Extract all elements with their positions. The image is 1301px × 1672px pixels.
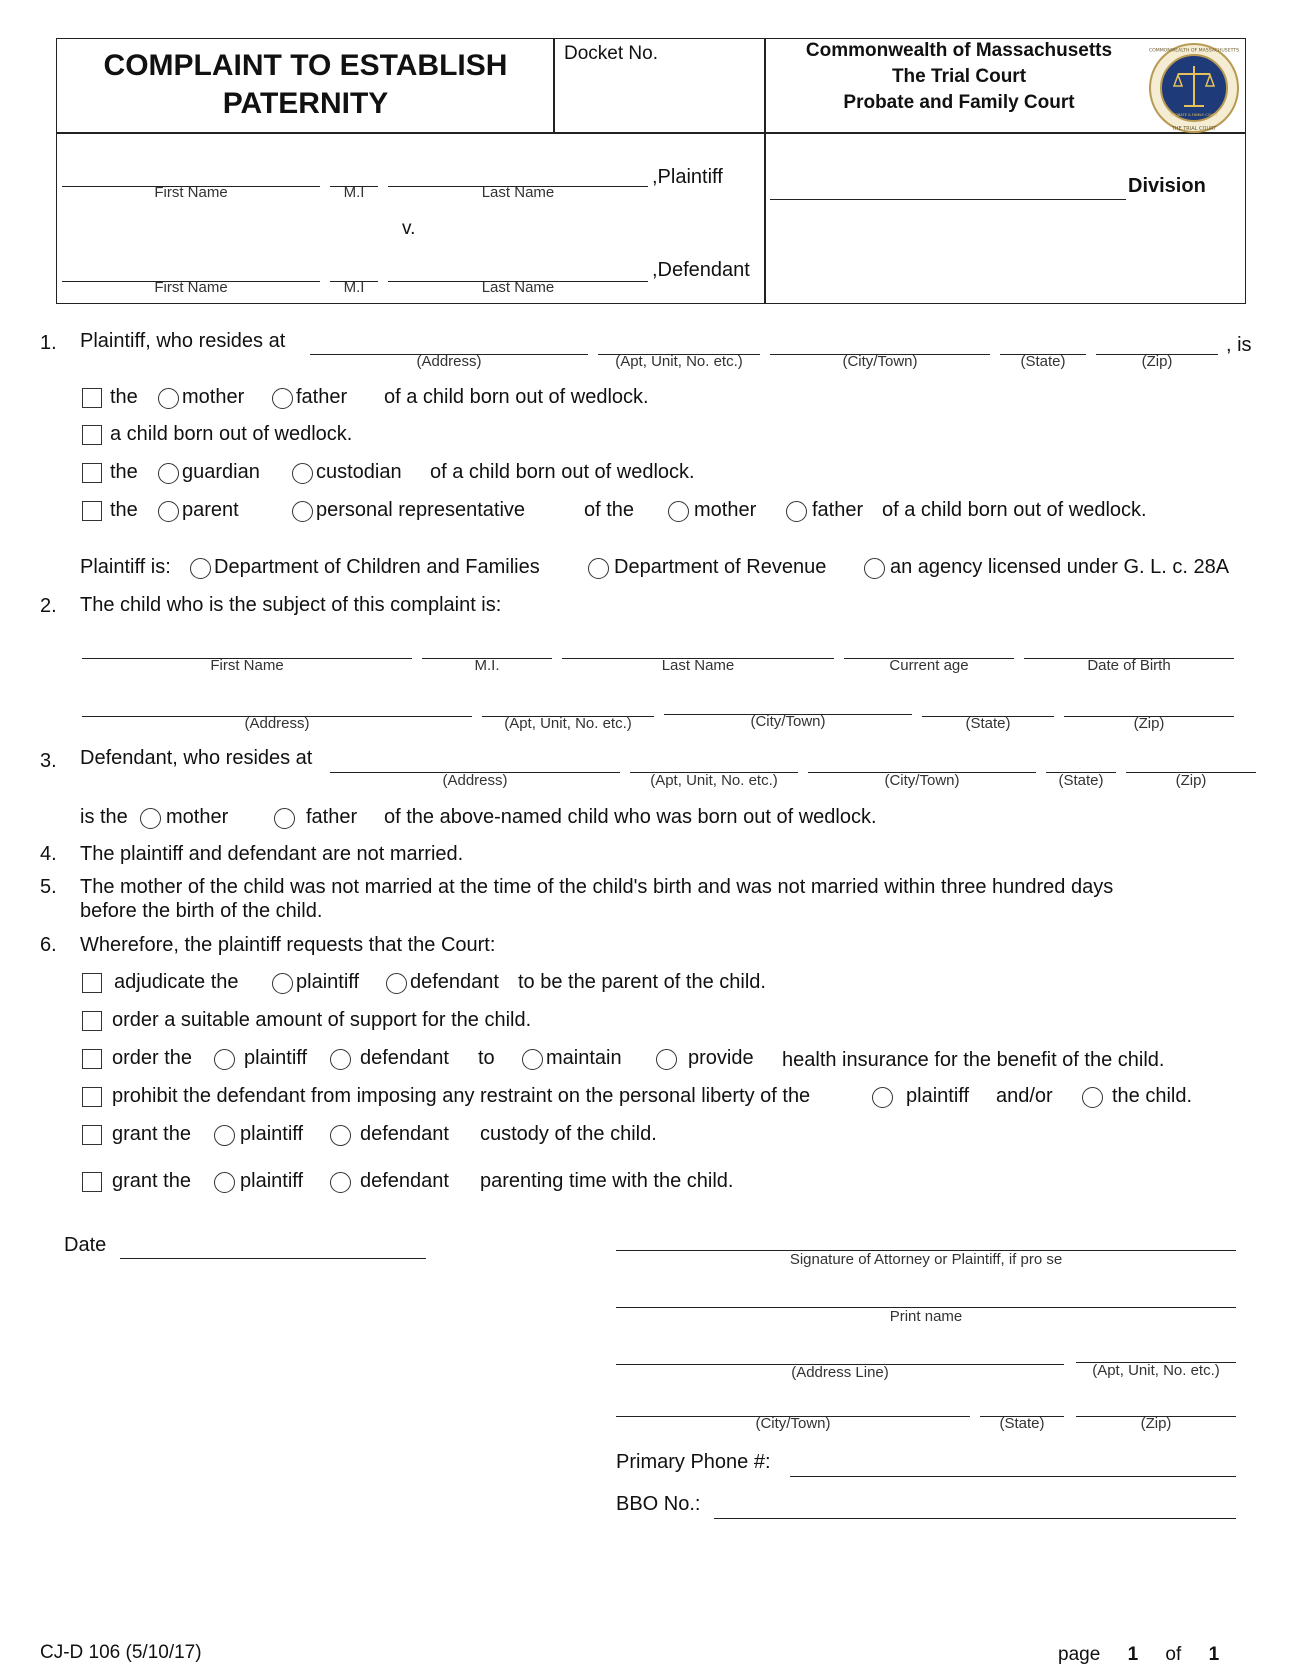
s1-r4-mother-label: mother xyxy=(694,499,757,521)
defendant-last-name-input[interactable] xyxy=(388,255,648,279)
s6-f-plaintiff-label: plaintiff xyxy=(240,1170,304,1192)
court-seal-icon xyxy=(1148,42,1240,134)
s2-zip-caption: (Zip) xyxy=(1133,715,1165,732)
seal-text-top: COMMONWEALTH OF MASSACHUSETTS xyxy=(1148,48,1240,54)
s3-number: 3. xyxy=(40,750,57,772)
signature-caption: Signature of Attorney or Plaintiff, if pro se xyxy=(789,1251,1063,1268)
page-title xyxy=(56,47,555,123)
s3-mother-label: mother xyxy=(166,806,229,828)
s3-city-input[interactable] xyxy=(808,746,1036,770)
s6-f-tail: parenting time with the child. xyxy=(480,1170,734,1192)
page-number: 1 xyxy=(1127,1644,1139,1665)
s6-d-child-label: the child. xyxy=(1112,1085,1193,1107)
seal-text-bottom: THE TRIAL COURT xyxy=(1171,126,1217,132)
division-line xyxy=(770,199,1126,200)
s6-d-andor: and/or xyxy=(996,1085,1053,1107)
s6-d-plaintiff-radio[interactable] xyxy=(872,1087,893,1108)
s1-r4-parent-label: parent xyxy=(182,499,239,521)
s3-state-input[interactable] xyxy=(1046,746,1116,770)
defendant-mi-caption: M.I xyxy=(343,279,365,296)
s2-age-input[interactable] xyxy=(844,632,1014,656)
s6-f-defendant-radio[interactable] xyxy=(330,1172,351,1193)
s1-r3-custodian-radio[interactable] xyxy=(292,463,313,484)
plaintiff-mi-caption: M.I xyxy=(343,184,365,201)
sig-state-input[interactable] xyxy=(980,1390,1064,1414)
s2-first-caption: First Name xyxy=(210,657,284,674)
s1-r3-tail: of a child born out of wedlock. xyxy=(430,461,695,483)
s1-r4-father-radio[interactable] xyxy=(786,501,807,522)
s2-state-caption: (State) xyxy=(965,715,1011,732)
s1-r1-tail: of a child born out of wedlock. xyxy=(384,386,649,408)
s6-a-defendant-label: defendant xyxy=(410,971,499,993)
s1-r1-father-radio[interactable] xyxy=(272,388,293,409)
sig-zip-caption: (Zip) xyxy=(1140,1415,1172,1432)
s1-r4-father-label: father xyxy=(812,499,864,521)
s2-lead: The child who is the subject of this complaint is: xyxy=(80,594,502,616)
s1-dor-label: Department of Revenue xyxy=(614,556,827,578)
s1-zip-caption: (Zip) xyxy=(1141,353,1173,370)
s3-zip-caption: (Zip) xyxy=(1175,772,1207,789)
s1-r3-guardian-radio[interactable] xyxy=(158,463,179,484)
s3-address-input[interactable] xyxy=(330,746,620,770)
s6-e-plaintiff-radio[interactable] xyxy=(214,1125,235,1146)
s1-apt-input[interactable] xyxy=(598,328,760,352)
sig-city-input[interactable] xyxy=(616,1390,970,1414)
s6-c-plaintiff-label: plaintiff xyxy=(244,1047,308,1069)
s2-address-input[interactable] xyxy=(82,690,472,714)
s6-c-provide-radio[interactable] xyxy=(656,1049,677,1070)
s1-number: 1. xyxy=(40,332,57,354)
defendant-first-name-input[interactable] xyxy=(62,255,320,279)
s2-zip-input[interactable] xyxy=(1064,690,1234,714)
s1-dcf-label: Department of Children and Families xyxy=(214,556,540,578)
court-line-2: The Trial Court xyxy=(891,66,1027,87)
plaintiff-first-caption: First Name xyxy=(154,184,228,201)
seal-text-inner: PROBATE & FAMILY COURT xyxy=(1170,113,1218,117)
s1-r4-parent-radio[interactable] xyxy=(158,501,179,522)
s1-option-guardian-checkbox[interactable] xyxy=(82,463,102,483)
s2-address-caption: (Address) xyxy=(244,715,310,732)
s6-adjudicate-checkbox[interactable] xyxy=(82,973,102,993)
s3-tail: of the above-named child who was born out of wedlock. xyxy=(384,806,877,828)
bbo-label: BBO No.: xyxy=(616,1493,701,1515)
s1-option-child-checkbox[interactable] xyxy=(82,425,102,445)
s1-dcf-radio[interactable] xyxy=(190,558,211,579)
sig-apt-input[interactable] xyxy=(1076,1336,1236,1360)
bbo-input[interactable] xyxy=(714,1492,1236,1516)
s3-city-caption: (City/Town) xyxy=(884,772,960,789)
bbo-line xyxy=(714,1518,1236,1519)
of-label: of xyxy=(1165,1644,1182,1665)
s6-a-defendant-radio[interactable] xyxy=(386,973,407,994)
division-box xyxy=(764,132,1246,304)
phone-input[interactable] xyxy=(790,1450,1236,1474)
s1-city-caption: (City/Town) xyxy=(842,353,918,370)
s6-custody-checkbox[interactable] xyxy=(82,1125,102,1145)
signature-input[interactable] xyxy=(616,1224,1236,1248)
s4-text: The plaintiff and defendant are not married. xyxy=(80,843,464,865)
s3-mother-radio[interactable] xyxy=(140,808,161,829)
s6-e-defendant-label: defendant xyxy=(360,1123,449,1145)
print-name-input[interactable] xyxy=(616,1281,1236,1305)
phone-line xyxy=(790,1476,1236,1477)
sig-address-caption: (Address Line) xyxy=(791,1364,889,1381)
s1-state-caption: (State) xyxy=(1020,353,1066,370)
s1-is: , is xyxy=(1226,334,1252,356)
s4-number: 4. xyxy=(40,843,57,865)
s2-city-input[interactable] xyxy=(664,688,912,712)
s6-c-defendant-label: defendant xyxy=(360,1047,449,1069)
s2-mi-caption: M.I. xyxy=(474,657,500,674)
s3-apt-input[interactable] xyxy=(630,746,798,770)
page-total: 1 xyxy=(1208,1644,1220,1665)
s1-lead: Plaintiff, who resides at xyxy=(80,330,286,352)
defendant-first-caption: First Name xyxy=(154,279,228,296)
phone-label: Primary Phone #: xyxy=(616,1451,771,1473)
s1-r2-text: a child born out of wedlock. xyxy=(110,423,353,445)
defendant-mi-input[interactable] xyxy=(330,255,378,279)
s6-a-plaintiff-label: plaintiff xyxy=(296,971,360,993)
s6-e-defendant-radio[interactable] xyxy=(330,1125,351,1146)
s3-apt-caption: (Apt, Unit, No. etc.) xyxy=(650,772,778,789)
s2-apt-input[interactable] xyxy=(482,690,654,714)
sig-apt-caption: (Apt, Unit, No. etc.) xyxy=(1092,1362,1220,1379)
division-input[interactable] xyxy=(770,173,1126,197)
s1-r4-ofthe: of the xyxy=(584,499,635,521)
s1-apt-caption: (Apt, Unit, No. etc.) xyxy=(615,353,743,370)
s1-r3-the: the xyxy=(110,461,138,483)
s2-first-name-input[interactable] xyxy=(82,632,412,656)
s6-b-text: order a suitable amount of support for the child. xyxy=(112,1009,532,1031)
date-label: Date xyxy=(64,1234,107,1256)
division-label: Division xyxy=(1128,175,1206,197)
versus-label: v. xyxy=(402,218,416,239)
defendant-last-caption: Last Name xyxy=(481,279,555,296)
s6-c-to: to xyxy=(478,1047,495,1069)
s1-state-input[interactable] xyxy=(1000,328,1086,352)
s1-r4-mother-radio[interactable] xyxy=(668,501,689,522)
s2-age-caption: Current age xyxy=(889,657,969,674)
s2-state-input[interactable] xyxy=(922,690,1054,714)
page-indicator xyxy=(1058,1644,1219,1666)
s1-dor-radio[interactable] xyxy=(588,558,609,579)
date-input[interactable] xyxy=(120,1232,426,1256)
s5-line1: The mother of the child was not married at the time of the child's birth and was not married within three hundred days xyxy=(80,876,1114,898)
s1-agency-label: an agency licensed under G. L. c. 28A xyxy=(890,556,1230,578)
s3-father-radio[interactable] xyxy=(274,808,295,829)
s6-c-provide-label: provide xyxy=(688,1047,754,1069)
s1-r4-representative-label: personal representative xyxy=(316,499,526,521)
s1-r4-tail: of a child born out of wedlock. xyxy=(882,499,1147,521)
sig-address-input[interactable] xyxy=(616,1338,1064,1362)
s1-option-parent-checkbox[interactable] xyxy=(82,388,102,408)
s6-c-defendant-radio[interactable] xyxy=(330,1049,351,1070)
s2-mi-input[interactable] xyxy=(422,632,552,656)
s6-c-tail: health insurance for the benefit of the child. xyxy=(782,1049,1165,1071)
s6-d-plaintiff-label: plaintiff xyxy=(906,1085,970,1107)
s6-support-checkbox[interactable] xyxy=(82,1011,102,1031)
plaintiff-first-name-input[interactable] xyxy=(62,160,320,184)
s2-number: 2. xyxy=(40,595,57,617)
s3-lead: Defendant, who resides at xyxy=(80,747,313,769)
s1-r3-guardian-label: guardian xyxy=(182,461,260,483)
s6-c-maintain-radio[interactable] xyxy=(522,1049,543,1070)
s6-c-maintain-label: maintain xyxy=(546,1047,622,1069)
s1-r1-mother-radio[interactable] xyxy=(158,388,179,409)
sig-state-caption: (State) xyxy=(999,1415,1045,1432)
court-line-3: Probate and Family Court xyxy=(843,92,1075,113)
title-line-2: PATERNITY xyxy=(222,87,389,120)
s6-f-defendant-label: defendant xyxy=(360,1170,449,1192)
date-line xyxy=(120,1258,426,1259)
s6-e-tail: custody of the child. xyxy=(480,1123,657,1145)
s6-lead: Wherefore, the plaintiff requests that the Court: xyxy=(80,934,496,956)
page-label: page xyxy=(1058,1644,1101,1665)
s5-line2: before the birth of the child. xyxy=(80,900,323,922)
s1-address-input[interactable] xyxy=(310,328,588,352)
s2-last-name-input[interactable] xyxy=(562,632,834,656)
s6-insurance-checkbox[interactable] xyxy=(82,1049,102,1069)
s1-zip-input[interactable] xyxy=(1096,328,1218,352)
court-name xyxy=(770,38,1148,116)
sig-zip-input[interactable] xyxy=(1076,1390,1236,1414)
s6-a-tail: to be the parent of the child. xyxy=(518,971,766,993)
s6-c-text: order the xyxy=(112,1047,193,1069)
s1-r4-representative-radio[interactable] xyxy=(292,501,313,522)
defendant-label: ,Defendant xyxy=(652,259,750,281)
s1-r1-father-label: father xyxy=(296,386,348,408)
s1-city-input[interactable] xyxy=(770,328,990,352)
plaintiff-last-caption: Last Name xyxy=(481,184,555,201)
s2-dob-input[interactable] xyxy=(1024,632,1234,656)
s5-number: 5. xyxy=(40,876,57,898)
s6-parenting-time-checkbox[interactable] xyxy=(82,1172,102,1192)
s6-e-plaintiff-label: plaintiff xyxy=(240,1123,304,1145)
s2-city-caption: (City/Town) xyxy=(750,713,826,730)
s1-agency-radio[interactable] xyxy=(864,558,885,579)
s6-d-child-radio[interactable] xyxy=(1082,1087,1103,1108)
s3-is-the: is the xyxy=(80,806,128,828)
s3-zip-input[interactable] xyxy=(1126,746,1256,770)
form-id: CJ-D 106 (5/10/17) xyxy=(40,1642,202,1663)
s3-state-caption: (State) xyxy=(1058,772,1104,789)
court-line-1: Commonwealth of Massachusetts xyxy=(805,40,1113,61)
s1-option-representative-checkbox[interactable] xyxy=(82,501,102,521)
s6-a-plaintiff-radio[interactable] xyxy=(272,973,293,994)
plaintiff-mi-input[interactable] xyxy=(330,160,378,184)
s6-restraint-checkbox[interactable] xyxy=(82,1087,102,1107)
s1-plaintiff-is: Plaintiff is: xyxy=(80,556,171,578)
s6-c-plaintiff-radio[interactable] xyxy=(214,1049,235,1070)
s1-r3-custodian-label: custodian xyxy=(316,461,402,483)
s1-r1-the: the xyxy=(110,386,138,408)
s6-f-plaintiff-radio[interactable] xyxy=(214,1172,235,1193)
plaintiff-last-name-input[interactable] xyxy=(388,160,648,184)
docket-label: Docket No. xyxy=(564,43,658,64)
title-line-1: COMPLAINT TO ESTABLISH xyxy=(103,49,508,82)
s6-a-text: adjudicate the xyxy=(114,971,239,993)
s2-apt-caption: (Apt, Unit, No. etc.) xyxy=(504,715,632,732)
s6-d-text: prohibit the defendant from imposing any restraint on the personal liberty of the xyxy=(112,1085,811,1107)
s6-number: 6. xyxy=(40,934,57,956)
sig-city-caption: (City/Town) xyxy=(755,1415,831,1432)
docket-number-input[interactable] xyxy=(566,80,756,104)
print-name-caption: Print name xyxy=(889,1308,963,1325)
s3-address-caption: (Address) xyxy=(442,772,508,789)
s1-r1-mother-label: mother xyxy=(182,386,245,408)
plaintiff-label: ,Plaintiff xyxy=(652,166,723,188)
s1-address-caption: (Address) xyxy=(416,353,482,370)
s3-father-label: father xyxy=(306,806,358,828)
s2-dob-caption: Date of Birth xyxy=(1087,657,1171,674)
s6-f-text: grant the xyxy=(112,1170,191,1192)
s2-last-caption: Last Name xyxy=(661,657,735,674)
s1-r4-the: the xyxy=(110,499,138,521)
s6-e-text: grant the xyxy=(112,1123,191,1145)
